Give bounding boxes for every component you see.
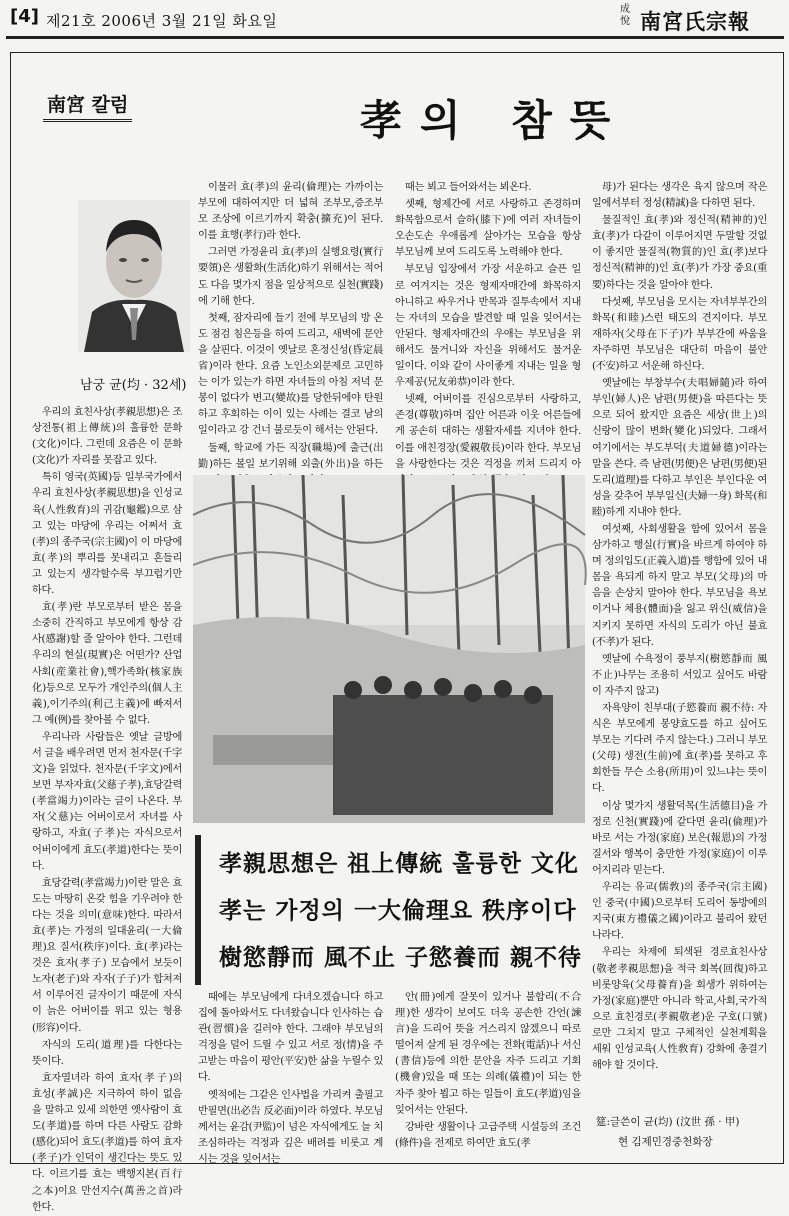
- paragraph: 옛날에 수욕정이 풍부지(樹慾靜而 風不止)나무는 조용히 서있고 싶어도 바람이 자주지 않고): [592, 653, 767, 697]
- article-column-4: [592, 180, 767, 1108]
- article-column-1: [32, 405, 182, 1213]
- column-label: 南宮 칼럼: [43, 90, 132, 122]
- paragraph: 때에는 부모님에게 다녀오겠습니다 하고 집에 돌아와서도 다녀왔습니다 인사하는 습관(習慣)을 길러야 한다. 그래야 부모님의 걱정을 덜어 드릴 수 있고 서로 정(情)을 주고받는 마음이 평안(平安)한 삶을 누릴수 있다.: [198, 992, 383, 1084]
- paragraph: 강바란 생활이나 고급주택 시설등의 조건(條件)을 전제로 하여만 효도(孝: [395, 1121, 581, 1149]
- slogan-box: [195, 835, 591, 985]
- slogan-line: 樹慾靜而 風不止 子慾養而 親不待: [219, 944, 583, 971]
- paragraph: 효당갈력(孝當竭力)이란 말은 효도는 마땅히 온갖 힘을 기우려야 한다는 것을 의미(意味)한다. 따라서 효(孝)는 가정의 일대윤리(一大倫理)요 질서(秩序)이다. 효(孝)라는 것은 효자(孝子) 모습에서 보듯이 노자(老子)와 자자(子子)가 합쳐져서 이루어진 글자이기 때문에 자식이 늙은 어버이를 위고 있는 형용(形容)이다.: [32, 877, 182, 1034]
- paragraph: 자욕양이 친부대(子慾養而 親不待: 자식은 부모에게 봉양효도를 하고 싶어도 부모는 기다려 주지 않는다.) 그러니 부모(父母) 생전(生前)에 효(孝)를 못하고 후회한들 무슨 소용(所用)이 있느냐는 뜻이다.: [592, 703, 767, 795]
- article-column-3-top: [395, 180, 581, 470]
- article-column-3-bottom: [395, 990, 581, 1149]
- paragraph: 물질적인 효(孝)와 정신적(精神的)인 효(孝)가 다같이 이루어지면 두말할 것없이 좋지만 물질적(物質的)인 효(孝)보다 정신적(精神的)인 효(孝)가 가장 중요(重要)하다는 것을 알아야 한다.: [592, 215, 767, 291]
- page-header: [0, 0, 789, 40]
- paragraph: 넷째, 어버이를 진심으로부터 사랑하고, 존경(尊敬)하며 집안 어른과 이웃 어른들에게 공손히 대하는 생활자세를 지녀야 한다. 이를 애친경장(愛親敬長)이라 한다. 부모님을 사랑한다는 것은 걱정을 끼쳐 드리지 아: [395, 394, 581, 470]
- paragraph: 특히 영국(英國)등 일부국가에서 우리 효친사상(孝親思想)을 인성교육(人性敎育)의 귀감(龜鑑)으로 삼고 있는 마당에 우리는 어쩌서 효(孝)의 종주국(宗主國)이 이 마당에 효(孝)의 뿌리를 못내리고 흔들리고 있는지 생각할수록 부끄럽기만 하다.: [32, 472, 182, 597]
- paragraph: 효자열녀라 하여 효자(孝子)의 효성(孝誠)은 지극하여 하이 없음을 말하고 있세 의한면 옛사람이 효도(孝道)를 하며 다른 사람도 감화(感化)되어 효도(孝道)를 하여 효자(孝子)가 인덕이 생긴다는 뜻도 있다. 이르기를 효는 백행지본(百行之本)이요 만선지수(萬善之首)라 한다.: [32, 1072, 182, 1213]
- paragraph: 우리는 차제에 퇴색된 경로효친사상(敬老孝親思想)을 적극 회복(回復)하고 비롯양육(父母養育)을 회생가 위하여는 가정(家庭)뿐만 아니라 학교,사회,국가적으로 효친경로(孝親敬老)운 구호(口號)로만 그치지 말고 구체적인 실천계획을 세워 인성교육(人性敎育) 강화에 총결기해야 할 것이다.: [592, 947, 767, 1072]
- paragraph: 자식의 도리(道理)를 다한다는 뜻이다.: [32, 1039, 182, 1067]
- paragraph: 여섯째, 사회생활을 함에 있어서 몸을 삼가하고 행실(行實)을 바르게 하여야 하며 정의입도(正義入道)를 행함에 있어 내 몸을 욕되게 하지 말고 부모(父母)의 마음을 손상치 말아야 한다. 부모님을 욕보이거나 체용(體面)을 잃고 위신(威信)을 지키지 못하면 자식의 도리가 아닌 불효(不孝)가 된다.: [592, 523, 767, 648]
- paragraph: 옛적에는 그같은 인사법을 가리켜 출필고 반필면(出必告 反必面)이라 하였다. 부모님께서는 윤감(尹監)이 넘은 자식에게도 늘 치조심하라는 걱정과 깊은 배려를 비롯고 계시는 것을 잊어서는: [198, 1089, 383, 1165]
- paragraph: 첫째, 잠자리에 들기 전에 부모님의 방 온도 점검 침은등을 하여 드리고, 새벽에 문안을 살핀다. 이것이 옛날로 혼정신성(昏定晨省)이라 한다. 요즘 노인소외문제로 고민하는 이가 있는가 하면 자녀들의 아침 저녁 문봉이 없다가 변고(變故)를 당한뒤에야 탄원하고 후회하는 이이 있는 사례는 결코 남의 일이라고 강 건너 불로듯이 해서는 안된다.: [198, 312, 383, 437]
- paragraph: 그러면 가정윤리 효(孝)의 실행요령(實行要領)은 생활화(生活化)하기 위해서는 적어도 다음 몇가지 점을 일상적으로 실천(實踐)에 기해 한다.: [198, 247, 383, 307]
- paragraph: 우리나라 사람들은 옛날 글방에서 글을 배우려면 먼저 천자문(千字文)을 읽었다. 천자문(千字文)에서 보면 부자자효(父慈子孝),효당갈력(孝當竭力)이라는 글이 나온다. 부자(父慈)는 어버이로서 자녀를 사랑하고, 자효(子孝)는 자식으로서 어버이에게 효도(孝道)한다는 뜻이다.: [32, 731, 182, 872]
- article-column-2-bottom: [198, 990, 383, 1165]
- signature-line: 筵:글쓴이 균(均) (汶世 孫 · 甲): [596, 1116, 740, 1128]
- slogan-line: 孝는 가정의 一大倫理요 秩序이다: [219, 897, 577, 924]
- signature-title: 현 김제민경중천화장: [618, 1136, 713, 1148]
- publication-title: 南宮氏宗報: [640, 9, 750, 34]
- header-rule: [6, 36, 784, 39]
- paragraph: 부모님 입장에서 가장 서운하고 슬픈 일로 여겨지는 것은 형제자매간에 화목하지 아니하고 싸우거나 반목과 질투속에서 지내는 자녀의 모습을 발견할 때 일을 잊어서는 안된다. 형제자매간의 우애는 부모님을 위해서도 물거니와 자신을 위해서도 물거운 일이다. 이와 같이 사이좋게 지내는 일을 형우제공(兄友弟恭)이라 한다.: [395, 264, 581, 389]
- paragraph: 우리는 유교(儒敎)의 종주국(宗主國)인 중국(中國)으로부터 도리어 동방예의지국(東方禮儀之國)이라고 불리어 왔던 나라다.: [592, 882, 767, 942]
- paragraph: 이상 몇가지 생활덕목(生活德目)을 가정로 신천(實踐)에 같다면 윤리(倫理)가 바로 서는 가정(家庭) 보은(報恩)의 가정 질서와 행복이 충만한 가정(家庭)이 이루어지리라 믿는다.: [592, 800, 767, 876]
- issue-info: 제21호 2006년 3월 21일 화요일: [46, 12, 278, 30]
- article-column-2-top: [198, 180, 383, 470]
- event-photo: [193, 475, 585, 823]
- author-photo: [78, 200, 190, 352]
- page-number: [4]: [10, 6, 39, 27]
- paragraph: 셋째, 형제간에 서로 사랑하고 존경하며 화목함으로서 슬하(膝下)에 여러 자녀들이 오손도손 우애롭게 살아가는 모습을 항상 부모님께 보여 드리도록 노력해야 한다.: [395, 199, 581, 259]
- paragraph: 안(冊)에게 잘못이 있거나 불합리(不合理)한 생각이 보여도 더욱 공손한 간언(諫言)을 드리어 뜻을 거스리지 않겠으니 따로 떨어져 살게 된 경우에는 전화(電話)나 서신(書信)등에 의한 문안을 자주 드리고 기회(機會)있을 때 또는 의례(儀禮)이 되는 한 자주 찾아 뵙고 하는 일들이 효도(孝道)임을 잊어서는 안된다.: [395, 992, 581, 1116]
- author-byline: 남궁 균(均 · 32세): [80, 378, 187, 393]
- paragraph: 이물러 효(孝)의 윤리(倫理)는 가까이는 부모에 대하여지만 더 넓혀 조부모,증조부모 조상에 이르기까지 확충(擴充)이 된다. 이를 효행(孝行)라 한다.: [198, 182, 383, 242]
- paragraph: 때는 뵈고 들어와서는 뵈온다.: [405, 182, 532, 193]
- paragraph: 母)가 된다는 생각은 육지 않으며 작은 일에서부터 정성(精誠)을 다하면 된다.: [592, 182, 767, 210]
- headline: 孝의 참뜻: [360, 96, 629, 145]
- paragraph: 우리의 효친사상(孝親思想)은 조상전통(祖上傳統)의 훌륭한 문화(文化)이다. 그런데 요즘은 이 문화(文化)가 자리를 못잡고 있다.: [32, 407, 182, 467]
- paragraph: 둘째, 학교에 가든 직장(職場)에 출근(出勤)하든 볼일 보기위해 외출(外出)을 하든: [198, 442, 383, 470]
- paragraph: 다섯째, 부모님을 모시는 자녀부부간의 화목(和睦)스런 태도의 견지이다. 부모 재하자(父母在下子)가 부부간에 싸움을 자주하면 부모님은 대단히 마음이 불안(不安)하고 서운해 하신다.: [592, 296, 767, 373]
- slogan-line: 孝親思想은 祖上傳統 훌륭한 文化: [219, 850, 579, 877]
- paragraph: 옛날에는 부창부수(夫唱婦隨)라 하여 부인(婦人)은 남편(男便)을 따른다는 뜻으로 되어 왔지만 요즘은 세상(世上)의 신랑이 많이 변화(變化)되었다. 그래서 여기에서는 부도부덕(夫道婦德)이라는 말을 쓴다. 즉 남편(男便)은 남편(男便)된 도리(道理)를 다하고 부인은 부인다운 여성을 갖추어 부부일신(夫婦一身) 화목(和睦)하게 지내야 한다.: [592, 378, 767, 518]
- paragraph: 효(孝)란 부모로부터 받은 몸을 소중히 간직하고 부모에게 항상 감사(感謝)할 줄 알아야 한다. 그런데 우리의 현실(現實)은 어떤가? 산업사회(産業社會),핵가족화(核家族化)등으로 모두가 개인주의(個人主義),이기주의(利己主義)에 빠져서 그 예(例)를 찾아볼 수 없다.: [32, 602, 182, 726]
- publication-seal: 成悅: [620, 4, 630, 27]
